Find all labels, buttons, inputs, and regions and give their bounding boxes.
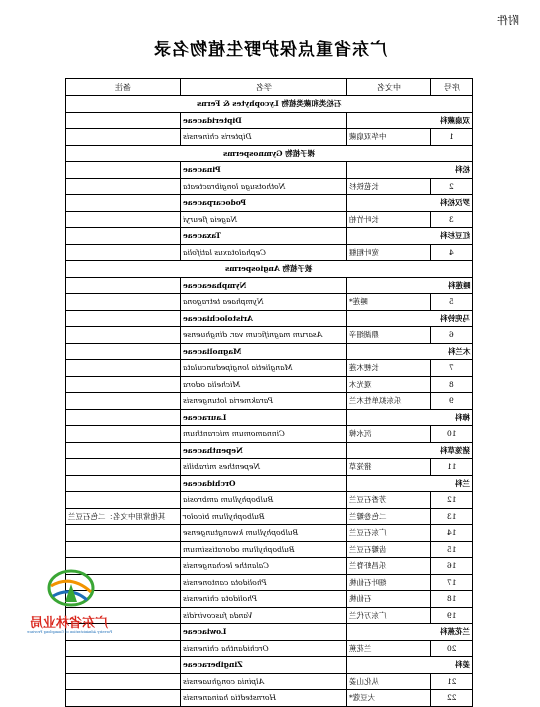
row-number: 6	[431, 327, 473, 344]
remark-cell	[66, 343, 181, 360]
latin-name: Bulbophyllum kwangtungense	[181, 525, 347, 542]
remark-cell	[66, 426, 181, 443]
family-latin: Podocarpaceae	[181, 195, 347, 212]
chinese-name: 二色卷瓣兰	[347, 508, 431, 525]
family-cn: 马兜铃科	[347, 310, 473, 327]
header-no: 序号	[431, 79, 473, 96]
family-latin: Magnoliaceae	[181, 343, 347, 360]
chinese-name: 从化山姜	[347, 673, 431, 690]
family-row	[66, 310, 473, 327]
row-number: 16	[431, 558, 473, 575]
family-cn: 红豆杉科	[347, 228, 473, 245]
latin-name: Nepenthes mirabilis	[181, 459, 347, 476]
latin-name: Vanda fuscoviridis	[181, 607, 347, 624]
family-row	[66, 277, 473, 294]
latin-name: Asarum magnificum var. dinghuense	[181, 327, 347, 344]
group-row	[66, 96, 473, 113]
latin-name: Pholidota chinensis	[181, 591, 347, 608]
species-row	[66, 607, 473, 624]
family-latin: Nymphaeaceae	[181, 277, 347, 294]
row-number: 4	[431, 244, 473, 261]
latin-name: Cephalotaxus latifolia	[181, 244, 347, 261]
chinese-name: 猪笼草	[347, 459, 431, 476]
row-number: 1	[431, 129, 473, 146]
remark-cell	[66, 112, 181, 129]
latin-name: Michelia odora	[181, 376, 347, 393]
remark-cell	[66, 492, 181, 509]
attachment-label: 附件	[497, 14, 519, 27]
species-row	[66, 393, 473, 410]
chinese-name: 长苞铁杉	[347, 178, 431, 195]
chinese-name: 齿瓣石豆兰	[347, 541, 431, 558]
header-cn: 中文名	[347, 79, 431, 96]
family-row	[66, 228, 473, 245]
species-row	[66, 492, 473, 509]
latin-name: Nothotsuga longibracteata	[181, 178, 347, 195]
latin-name: Pholidota cantonensis	[181, 574, 347, 591]
row-number: 10	[431, 426, 473, 443]
latin-name: Hornstedtia hainanensis	[181, 690, 347, 707]
row-number: 13	[431, 508, 473, 525]
family-cn: 木兰科	[347, 343, 473, 360]
row-number: 18	[431, 591, 473, 608]
remark-cell	[66, 129, 181, 146]
species-row	[66, 327, 473, 344]
latin-name: Orchidantha chinensis	[181, 640, 347, 657]
remark-cell	[66, 525, 181, 542]
group-row	[66, 261, 473, 278]
remark-cell	[66, 178, 181, 195]
chinese-name: 长梗木莲	[347, 360, 431, 377]
remark-cell	[66, 442, 181, 459]
latin-name: Bulbophyllum ambrosia	[181, 492, 347, 509]
row-number: 8	[431, 376, 473, 393]
species-row	[66, 178, 473, 195]
latin-name: Manglietia longipedunculata	[181, 360, 347, 377]
species-row	[66, 591, 473, 608]
chinese-name: 宽叶粗榧	[347, 244, 431, 261]
species-row	[66, 244, 473, 261]
family-latin: Lauraceae	[181, 409, 347, 426]
row-number: 14	[431, 525, 473, 542]
species-row	[66, 640, 473, 657]
family-row	[66, 442, 473, 459]
family-cn: 双扇蕨科	[347, 112, 473, 129]
chinese-name: 长叶竹柏	[347, 211, 431, 228]
species-row	[66, 360, 473, 377]
remark-cell	[66, 277, 181, 294]
family-latin: Nepenthaceae	[181, 442, 347, 459]
species-row	[66, 508, 473, 525]
header-latin: 学名	[181, 79, 347, 96]
row-number: 5	[431, 294, 473, 311]
table-header-row	[66, 79, 473, 96]
remark-cell	[66, 541, 181, 558]
remark-cell	[66, 162, 181, 179]
chinese-name: 乐东拟单性木兰	[347, 393, 431, 410]
row-number: 19	[431, 607, 473, 624]
chinese-name: 中华双扇蕨	[347, 129, 431, 146]
group-row	[66, 145, 473, 162]
header-remark: 备注	[66, 79, 181, 96]
row-number: 3	[431, 211, 473, 228]
family-cn: 姜科	[347, 657, 473, 674]
family-row	[66, 657, 473, 674]
family-cn: 罗汉松科	[347, 195, 473, 212]
family-row	[66, 162, 473, 179]
row-number: 11	[431, 459, 473, 476]
logo-subtext: Forestry Administration of Guangdong Province	[26, 630, 113, 634]
row-number: 9	[431, 393, 473, 410]
family-row	[66, 195, 473, 212]
family-latin: Aristolochiaceae	[181, 310, 347, 327]
chinese-name: 鼎湖细辛	[347, 327, 431, 344]
chinese-name: 广东石豆兰	[347, 525, 431, 542]
group-label: 裸子植物 Gymnosperms	[66, 145, 473, 162]
family-latin: Pinaceae	[181, 162, 347, 179]
family-latin: Orchidaceae	[181, 475, 347, 492]
remark-cell	[66, 360, 181, 377]
latin-name: Parakmeria lotungensis	[181, 393, 347, 410]
family-latin: Lowiaceae	[181, 624, 347, 641]
chinese-name: 广东万代兰	[347, 607, 431, 624]
species-row	[66, 558, 473, 575]
page-title: 广东省重点保护野生植物名录	[153, 40, 387, 60]
remark-cell	[66, 294, 181, 311]
family-row	[66, 112, 473, 129]
logo-text: 广东省林业局	[30, 616, 109, 631]
latin-name: Cinnamomum micranthum	[181, 426, 347, 443]
remark-cell	[66, 409, 181, 426]
species-row	[66, 294, 473, 311]
latin-name: Bulbophyllum bicolor	[181, 508, 347, 525]
latin-name: Nymphaea tetragona	[181, 294, 347, 311]
row-number: 7	[431, 360, 473, 377]
species-row	[66, 541, 473, 558]
species-row	[66, 426, 473, 443]
chinese-name: 睡莲*	[347, 294, 431, 311]
latin-name: Nageia fleuryi	[181, 211, 347, 228]
species-row	[66, 129, 473, 146]
family-cn: 猪笼草科	[347, 442, 473, 459]
chinese-name: 乐昌虾脊兰	[347, 558, 431, 575]
remark-cell	[66, 244, 181, 261]
species-row	[66, 376, 473, 393]
chinese-name: 大豆蔻*	[347, 690, 431, 707]
family-row	[66, 409, 473, 426]
row-number: 20	[431, 640, 473, 657]
species-row	[66, 459, 473, 476]
family-cn: 松科	[347, 162, 473, 179]
forestry-logo	[22, 566, 117, 643]
row-number: 12	[431, 492, 473, 509]
row-number: 21	[431, 673, 473, 690]
family-latin: Taxaceae	[181, 228, 347, 245]
remark-cell	[66, 195, 181, 212]
family-row	[66, 343, 473, 360]
group-label: 被子植物 Angiosperms	[66, 261, 473, 278]
chinese-name: 兰花蕉	[347, 640, 431, 657]
remark-cell	[66, 690, 181, 707]
row-number: 17	[431, 574, 473, 591]
remark-cell	[66, 459, 181, 476]
family-row	[66, 475, 473, 492]
remark-cell	[66, 393, 181, 410]
chinese-name: 芳香石豆兰	[347, 492, 431, 509]
species-row	[66, 690, 473, 707]
family-cn: 兰花蕉科	[347, 624, 473, 641]
remark-cell	[66, 327, 181, 344]
species-row	[66, 525, 473, 542]
family-cn: 樟科	[347, 409, 473, 426]
row-number: 15	[431, 541, 473, 558]
chinese-name: 观光木	[347, 376, 431, 393]
family-row	[66, 624, 473, 641]
remark-cell	[66, 228, 181, 245]
latin-name: Bulbophyllum odoratissimum	[181, 541, 347, 558]
row-number: 2	[431, 178, 473, 195]
species-row	[66, 211, 473, 228]
latin-name: Calanthe lechangensis	[181, 558, 347, 575]
row-number: 22	[431, 690, 473, 707]
species-row	[66, 673, 473, 690]
latin-name: Alpinia conghuaensis	[181, 673, 347, 690]
remark-cell: 其他常用中文名：二色石豆兰	[66, 508, 181, 525]
remark-cell	[66, 376, 181, 393]
group-label: 石松类和蕨类植物 Lycophytes & Ferns	[66, 96, 473, 113]
remark-cell	[66, 475, 181, 492]
species-row	[66, 574, 473, 591]
family-cn: 兰科	[347, 475, 473, 492]
remark-cell	[66, 673, 181, 690]
species-table	[65, 78, 473, 707]
chinese-name: 沉水樟	[347, 426, 431, 443]
chinese-name: 石仙桃	[347, 591, 431, 608]
latin-name: Dipteris chinensis	[181, 129, 347, 146]
remark-cell	[66, 657, 181, 674]
chinese-name: 细叶石仙桃	[347, 574, 431, 591]
family-latin: Dipteridaceae	[181, 112, 347, 129]
family-cn: 睡莲科	[347, 277, 473, 294]
family-latin: Zingiberaceae	[181, 657, 347, 674]
remark-cell	[66, 310, 181, 327]
remark-cell	[66, 211, 181, 228]
